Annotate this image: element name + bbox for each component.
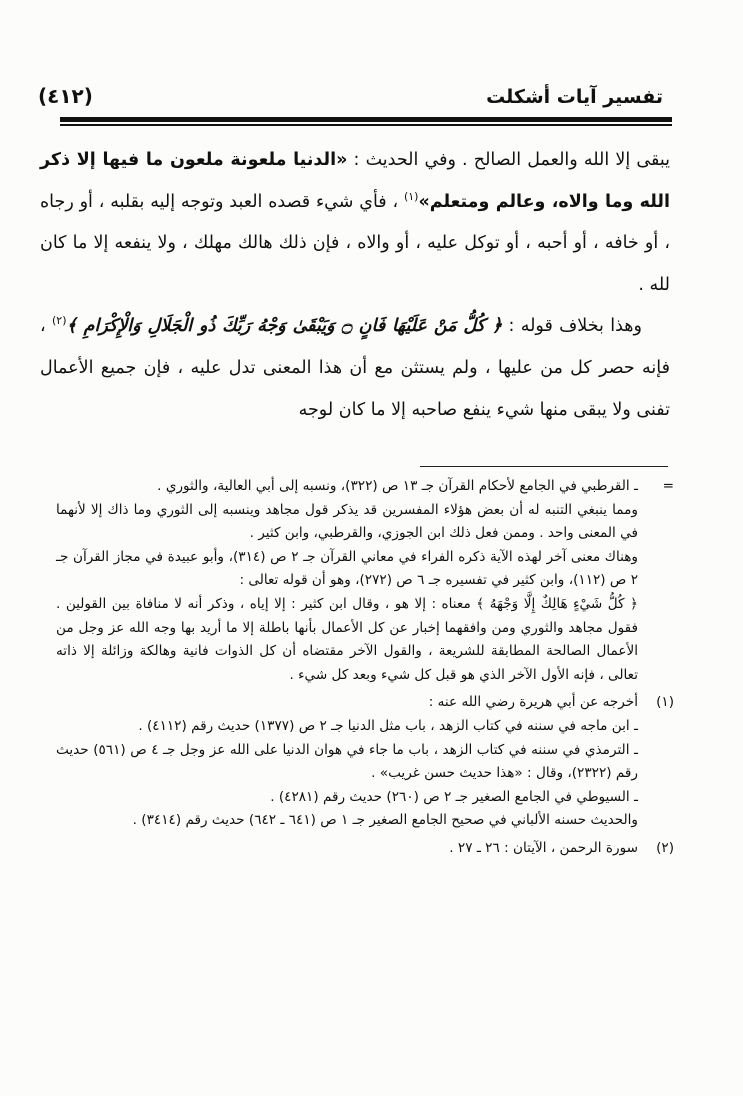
footnote-1 [56, 691, 674, 833]
header-rule-thick [60, 117, 672, 122]
fn-cont-line-1: ـ القرطبي في الجامع لأحكام القرآن جـ ١٣ ص (٣٢٢)، ونسبه إلى أبي العالية، والثوري . [157, 478, 638, 494]
fn-cont-line-2: ومما ينبغي التنبه له أن بعض هؤلاء المفسرين قد يذكر قول مجاهد وينسبه إلى الثوري وما ذاك إلا لأنهما في المعنى واحد . وممن فعل ذلك ابن الجوزي، والقرطبي، وابن كثير . [56, 501, 638, 542]
quran-verse: ﴿ كُلُّ مَنْ عَلَيْهَا فَانٍ ۝ وَيَبْقَىٰ وَجْهُ رَبِّكَ ذُو الْجَلَالِ وَالْإِكْرَامِ ﴾ [66, 316, 503, 337]
footnote-ref-1[interactable]: (١) [403, 189, 419, 203]
running-title: تفسير آيات أشكلت [486, 86, 663, 108]
paragraph-1 [40, 140, 670, 306]
p2-rest: ، فإنه حصر كل من عليها ، ولم يستثن مع أن هذا المعنى تدل عليه ، فإن جميع الأعمال تفنى ولا يبقى منها شيء ينفع صاحبه إلا ما كان لوجه [40, 316, 670, 420]
hadith-quote: «الدنيا ملعونة ملعون ما فيها إلا ذكر الله وما والاه، وعالم ومتعلم» [40, 150, 670, 212]
footnote-ref-2[interactable]: (٢) [52, 314, 67, 328]
p1-rest: ، فأي شيء قصده العبد وتوجه إليه بقلبه ، أو رجاه ، أو خافه ، أو أحبه ، أو توكل عليه ، أو والاه ، فإن ذلك هالك مهلك ، ولا ينفعه إلا ما كان لله . [40, 191, 670, 295]
fn1-line-4: والحديث حسنه الألباني في صحيح الجامع الصغير جـ ١ ص (٦٤١ ـ ٦٤٢) حديث رقم (٣٤١٤) . [132, 812, 638, 829]
fn1-intro: أخرجه عن أبي هريرة رضي الله عنه : [428, 694, 638, 711]
fn2-text: سورة الرحمن ، الآيتان : ٢٦ ـ ٢٧ . [449, 839, 638, 856]
footnote-2 [56, 837, 674, 861]
fn-cont-line-3: وهناك معنى آخر لهذه الآية ذكره الفراء في معاني القرآن جـ ٢ ص (٣١٤)، وأبو عبيدة في مجاز القرآن جـ ٢ ص (١١٢)، وابن كثير في تفسيره جـ ٦ ص (٢٧٢)، وهو أن قوله تعالى : [56, 548, 638, 589]
fn1-line-1: ـ ابن ماجه في سننه في كتاب الزهد ، باب مثل الدنيا جـ ٢ ص (١٣٧٧) حديث رقم (٤١١٢) . [138, 717, 638, 734]
p1-lead: يبقى إلا الله والعمل الصالح . وفي الحديث : [347, 150, 671, 170]
footnote-2-mark: (٢) [656, 839, 674, 856]
page-number: (٤١٢) [38, 84, 93, 108]
fn1-line-2: ـ الترمذي في سننه في كتاب الزهد ، باب ما جاء في هوان الدنيا على الله عز وجل جـ ٤ ص (٥٦١) حديث رقم (٢٣٢٢)، وقال : «هذا حديث حسن غريب» . [56, 741, 638, 782]
fn1-line-3: ـ السيوطي في الجامع الصغير جـ ٢ ص (٢٦٠) حديث رقم (٤٢٨١) . [270, 788, 638, 805]
continuation-mark: = [662, 478, 674, 494]
header-rule-thin [60, 124, 672, 126]
p2-lead: وهذا بخلاف قوله : [502, 316, 642, 337]
fn-cont-line-4: ﴿ كُلُّ شَيْءٍ هَالِكٌ إِلَّا وَجْهَهُ ﴾ معناه : إلا هو ، وقال ابن كثير : إلا إياه ، وذكر أنه لا منافاة بين القولين . فقول مجاهد والثوري ومن وافقهما إخبار عن كل الأعمال بأنها باطلة إلا ما أريد بها وجه الله عز وجل من الأعمال الصالحة المطابقة للشريعة ، والقول الآخر مقتضاه أن كل الذوات فانية وهالكة وزائلة إلا ذاته تعالى ، فإنه الأول الآخر الذي هو قبل كل شيء وبعد كل شيء . [56, 595, 638, 683]
footnote-separator [420, 466, 668, 467]
main-text [40, 140, 670, 431]
footnote-continued [56, 475, 674, 687]
running-header [38, 86, 663, 112]
paragraph-2 [40, 306, 670, 431]
footnotes [56, 475, 674, 861]
footnote-1-mark: (١) [656, 694, 674, 711]
